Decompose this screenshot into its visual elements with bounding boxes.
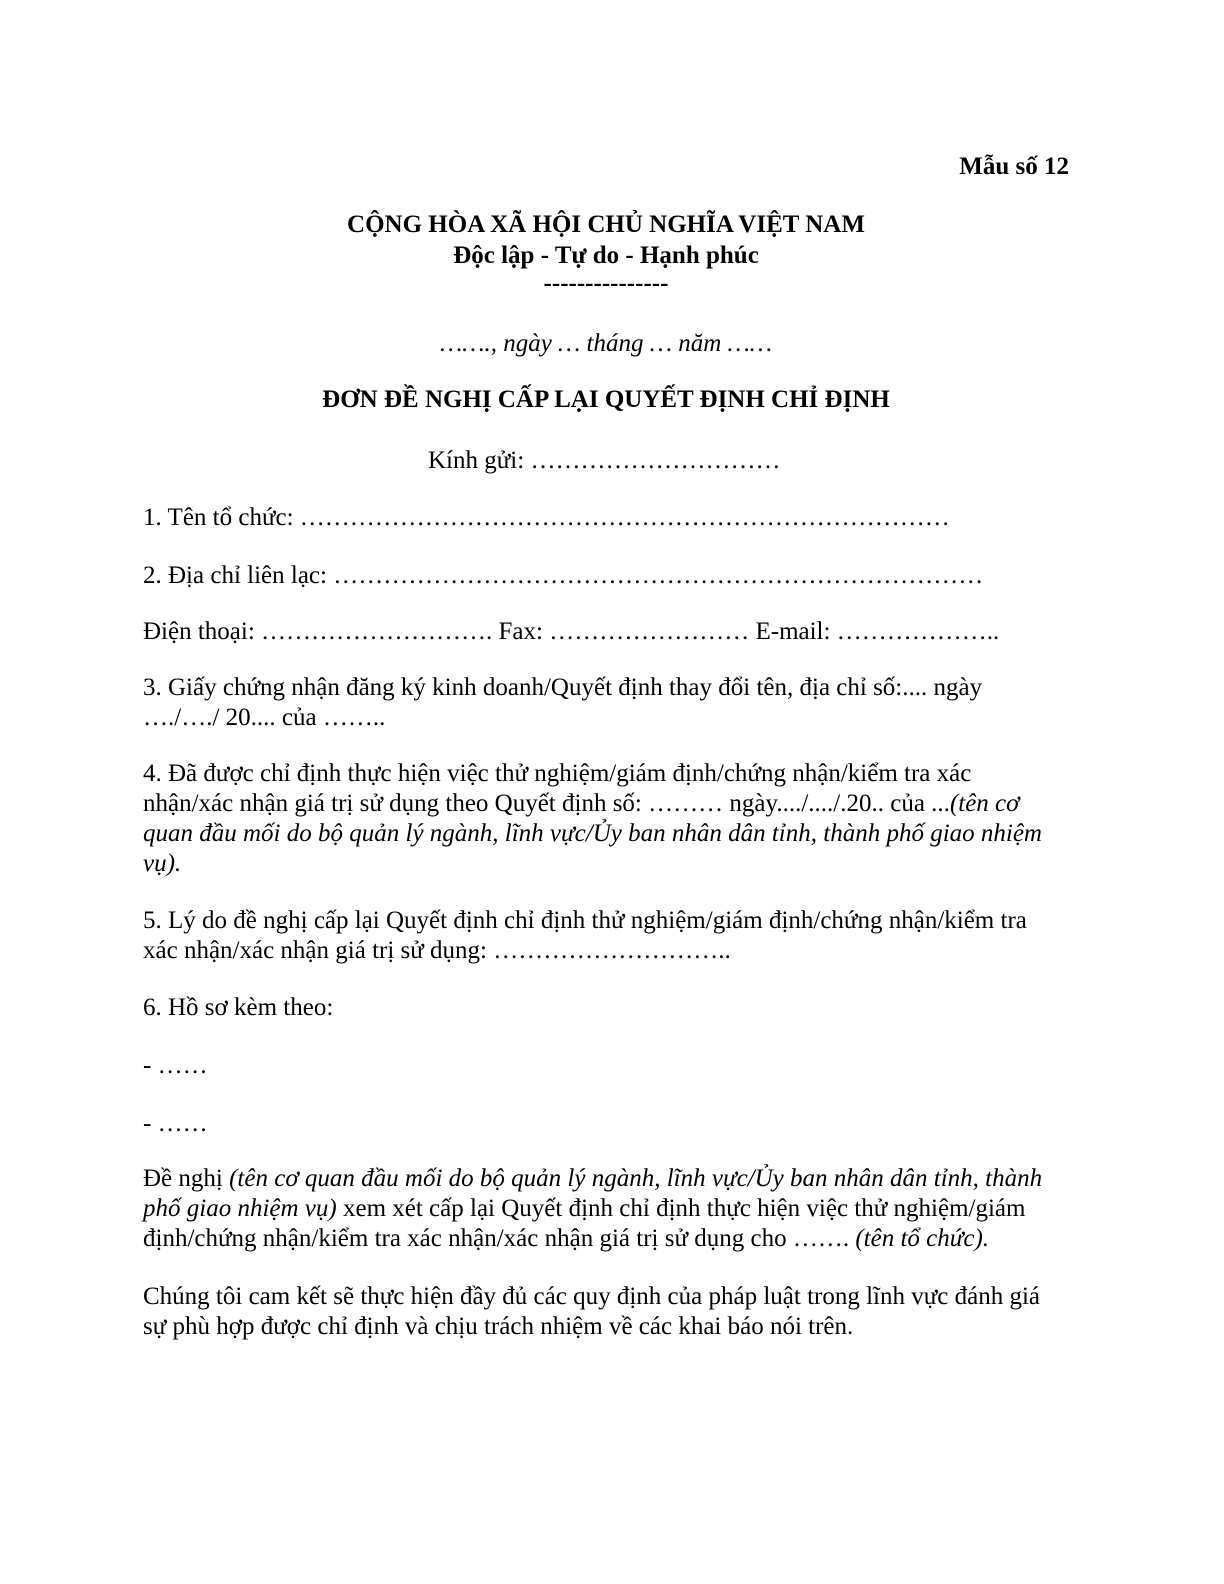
item5-line2: xác nhận/xác nhận giá trị sử dụng: ………………………..: [143, 937, 731, 964]
item4-line4-italic: vụ).: [143, 850, 182, 877]
item4-line4: [143, 849, 181, 879]
address-field: 2. Địa chỉ liên lạc: ……………………………………………………………………: [143, 562, 984, 589]
item4-line2-text: nhận/xác nhận giá trị sử dụng theo Quyết định số: ……… ngày..../..../.20.. của ...: [143, 790, 950, 817]
request-line3: [143, 1224, 989, 1254]
request-line1-text: Đề nghị: [143, 1165, 230, 1192]
request-line2: [143, 1194, 1025, 1224]
header-separator: ---------------: [543, 270, 669, 297]
national-title: CỘNG HÒA XÃ HỘI CHỦ NGHĨA VIỆT NAM: [347, 211, 865, 238]
item3-line2: …./…./ 20.... của ……..: [143, 704, 386, 731]
document-title: ĐƠN ĐỀ NGHỊ CẤP LẠI QUYẾT ĐỊNH CHỈ ĐỊNH: [322, 386, 890, 413]
national-motto: Độc lập - Tự do - Hạnh phúc: [453, 242, 759, 269]
request-line1-italic: (tên cơ quan đầu mối do bộ quản lý ngành, lĩnh vực/Ủy ban nhân dân tỉnh, thành: [229, 1165, 1043, 1192]
request-line3-text: định/chứng nhận/kiểm tra xác nhận/xác nhận giá trị sử dụng cho …….: [143, 1225, 856, 1252]
request-line3-italic: (tên tổ chức).: [855, 1225, 990, 1252]
attachment-item: - ……: [143, 1110, 208, 1137]
attachment-item: - ……: [143, 1052, 208, 1079]
commitment-line1: Chúng tôi cam kết sẽ thực hiện đầy đủ các quy định của pháp luật trong lĩnh vực đánh giá: [143, 1283, 1041, 1310]
item4-line2: [143, 789, 1020, 819]
form-number: Mẫu số 12: [959, 153, 1069, 180]
item6-label: 6. Hồ sơ kèm theo:: [143, 994, 334, 1021]
contact-field: Điện thoại: ………………………. Fax: …………………… E-mail: ………………..: [143, 618, 1000, 645]
request-line1: [143, 1164, 1042, 1194]
request-line2-text: xem xét cấp lại Quyết định chỉ định thực hiện việc thử nghiệm/giám: [336, 1195, 1026, 1222]
item5-line1: 5. Lý do đề nghị cấp lại Quyết định chỉ định thử nghiệm/giám định/chứng nhận/kiểm tra: [143, 907, 1027, 934]
recipient-line: Kính gửi: …………………………: [428, 447, 781, 474]
request-line2-italic: phố giao nhiệm vụ): [143, 1195, 337, 1222]
item4-line3-italic: quan đầu mối do bộ quản lý ngành, lĩnh vực/Ủy ban nhân dân tỉnh, thành phố giao nhiệm: [143, 820, 1042, 847]
org-name-field: 1. Tên tổ chức: ……………………………………………………………………: [143, 504, 950, 531]
item3-line1: 3. Giấy chứng nhận đăng ký kinh doanh/Quyết định thay đổi tên, địa chỉ số:.... ngày: [143, 674, 983, 701]
date-line: ……., ngày … tháng … năm ……: [440, 330, 772, 357]
item4-line1: 4. Đã được chỉ định thực hiện việc thử nghiệm/giám định/chứng nhận/kiểm tra xác: [143, 760, 972, 787]
item4-line2-italic: (tên cơ: [949, 790, 1020, 817]
item4-line3: [143, 819, 1042, 849]
commitment-line2: sự phù hợp được chỉ định và chịu trách nhiệm về các khai báo nói trên.: [143, 1313, 854, 1340]
